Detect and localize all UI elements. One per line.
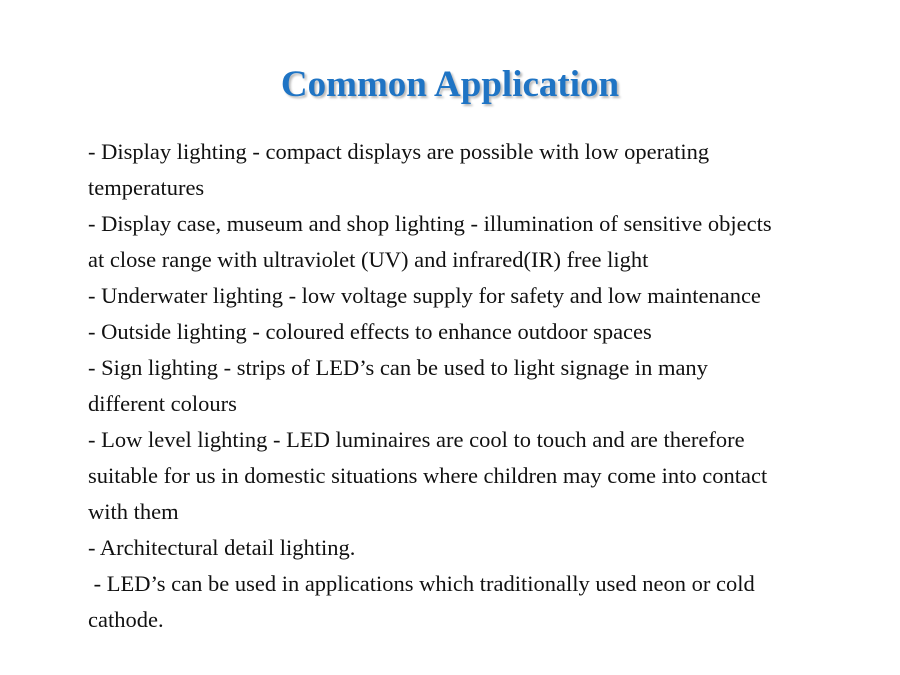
body-line: - Display lighting - compact displays are possible with low operating <box>88 139 710 164</box>
body-line: - Underwater lighting - low voltage supply for safety and low maintenance <box>88 283 761 308</box>
body-line: - LED’s can be used in applications which traditionally used neon or cold <box>88 571 755 596</box>
body-line: - Outside lighting - coloured effects to enhance outdoor spaces <box>88 319 652 344</box>
body-line: temperatures <box>88 175 205 200</box>
body-line: at close range with ultraviolet (UV) and infrared(IR) free light <box>88 247 649 272</box>
body-line: - Low level lighting - LED luminaires are cool to touch and are therefore <box>88 427 745 452</box>
body-line: - Display case, museum and shop lighting - illumination of sensitive objects <box>88 211 772 236</box>
slide-title: Common Application <box>280 64 620 105</box>
slide-body <box>88 134 868 638</box>
body-line: with them <box>88 499 179 524</box>
body-line: cathode. <box>88 607 164 632</box>
body-line: - Architectural detail lighting. <box>88 535 356 560</box>
body-line: different colours <box>88 391 237 416</box>
body-line: suitable for us in domestic situations where children may come into contact <box>88 463 768 488</box>
body-line: - Sign lighting - strips of LED’s can be used to light signage in many <box>88 355 708 380</box>
